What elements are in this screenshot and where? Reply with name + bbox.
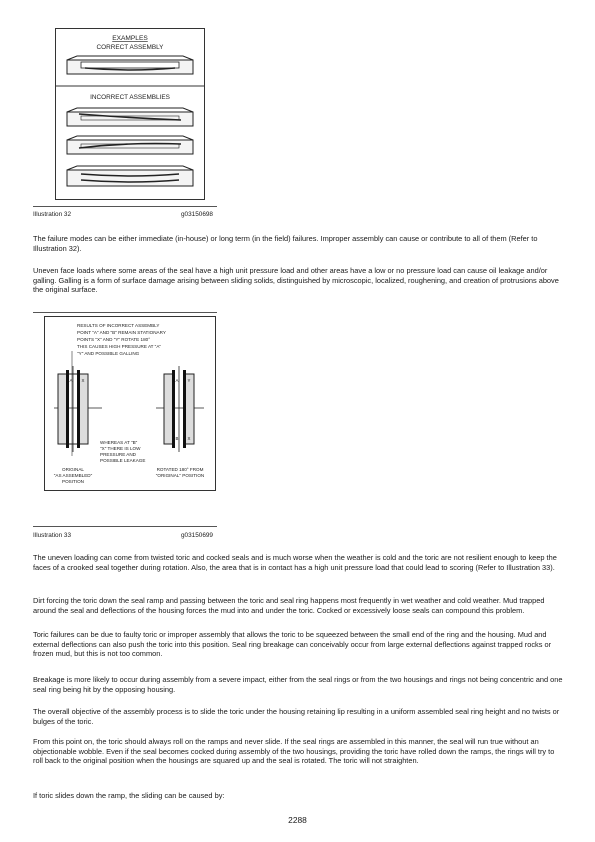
illustration-32 [55,28,205,200]
point-label-x: X [187,436,191,441]
incorrect-assemblies-label: INCORRECT ASSEMBLIES [90,94,170,101]
illustration-33 [44,316,216,491]
point-label-x: X [81,378,85,383]
illustration-33-figure [44,316,216,491]
rotated-position-caption: ROTATED 180° FROM [156,467,204,472]
body-paragraph: Dirt forcing the toric down the seal ramp and passing between the toric and seal ring happens most frequently in wet weather and cold weather. Mud trapped around the seal and deflections of the housing forces the mud into and under the toric. Cocked or excessively loose seals can compound this problem. [33,596,545,615]
illustration-32-figure [55,28,205,200]
body-paragraph: If toric slides down the ramp, the sliding can be caused by: [33,791,225,800]
original-position-caption: ORIGINAL [62,467,84,472]
diagram-header-line: "Y" AND POSSIBLE GALLING [77,351,140,356]
diagram-note-line: POSSIBLE LEAKAGE [100,458,146,463]
page-number: 2288 [288,815,307,825]
illustration-33-caption-label: Illustration 33 [33,532,72,539]
diagram-header-line: POINTS "X" AND "Y" ROTATE 180° [77,337,151,342]
rotated-position-caption: "ORIGINAL" POSITION [155,473,205,478]
body-paragraph: The uneven loading can come from twisted toric and cocked seals and is much worse when the weather is cold and the toric are not resilient enough to keep the faces of a crooked seal together during rotation. Also, the area that is in contact has a high unit pressure load that could lead to scoring (Refer to Illustration 33). [33,553,557,572]
illustration-33-top-rule [33,312,217,313]
illustration-32-caption-rule [33,206,217,207]
examples-label: EXAMPLES [112,35,148,42]
body-paragraph: Breakage is more likely to occur during assembly from a severe impact, either from the seal rings or from the two housings and rings not being concentric and one seal ring being hit by the opposing housing. [33,675,563,694]
original-position-caption: POSITION [62,479,84,484]
body-paragraph: The failure modes can be either immediate (in-house) or long term (in the field) failures. Improper assembly can cause or contribute to all of them (Refer to Illustration 32). [33,234,538,253]
diagram-header-line: RESULTS OF INCORRECT ASSEMBLY [77,323,160,328]
illustration-33-caption-rule [33,526,217,527]
body-paragraph: Uneven face loads where some areas of the seal have a high unit pressure load and other areas have a low or no pressure load can cause oil leakage and/or galling. Galling is a form of surface damage arising between sliding solids, distinguished by microscopic, localized, roughening, and creation of protrusions above the original surface. [33,266,559,295]
diagram-note-line: "X" THERE IS LOW [100,446,141,451]
body-paragraph: From this point on, the toric should always roll on the ramps and never slide. If the seal rings are assembled in this manner, the seal will run true without an objectionable wobble. Even if the seal becomes cocked during assembly of the two housings, providing the toric have rolled down the ramps, the rings will try to roll back to the original position when the housings are squared up and the seal is rotated. The toric will not straighten. [33,737,555,766]
illustration-32-caption-code: g03150698 [181,211,213,218]
diagram-header-line: POINT "A" AND "B" REMAIN STATIONARY [77,330,166,335]
original-position-caption: "AS ASSEMBLED" [53,473,93,478]
point-label-a: A [175,378,179,383]
diagram-note-line: PRESSURE AND [100,452,136,457]
diagram-header-line: THIS CAUSES HIGH PRESSURE AT "A" [77,344,162,349]
point-label-b: B [175,436,179,441]
point-label-y: Y [187,378,191,383]
illustration-33-caption-code: g03150699 [181,532,213,539]
body-paragraph: Toric failures can be due to faulty toric or improper assembly that allows the toric to be squeezed between the small end of the ring and the housing. Mud and external deflections can also push the toric into this position. Seal ring breakage can conceivably occur from large external deflections against trapped rocks or frozen mud, but this is not too common. [33,630,552,659]
diagram-note-line: WHEREAS AT "B" [100,440,138,445]
illustration-32-caption-label: Illustration 32 [33,211,72,218]
point-label-a: A [69,378,73,383]
correct-assembly-label: CORRECT ASSEMBLY [96,44,164,51]
body-paragraph: The overall objective of the assembly process is to slide the toric under the housing retaining lip resulting in a uniform assembled seal ring height and no twists or bulges of the toric. [33,707,560,726]
